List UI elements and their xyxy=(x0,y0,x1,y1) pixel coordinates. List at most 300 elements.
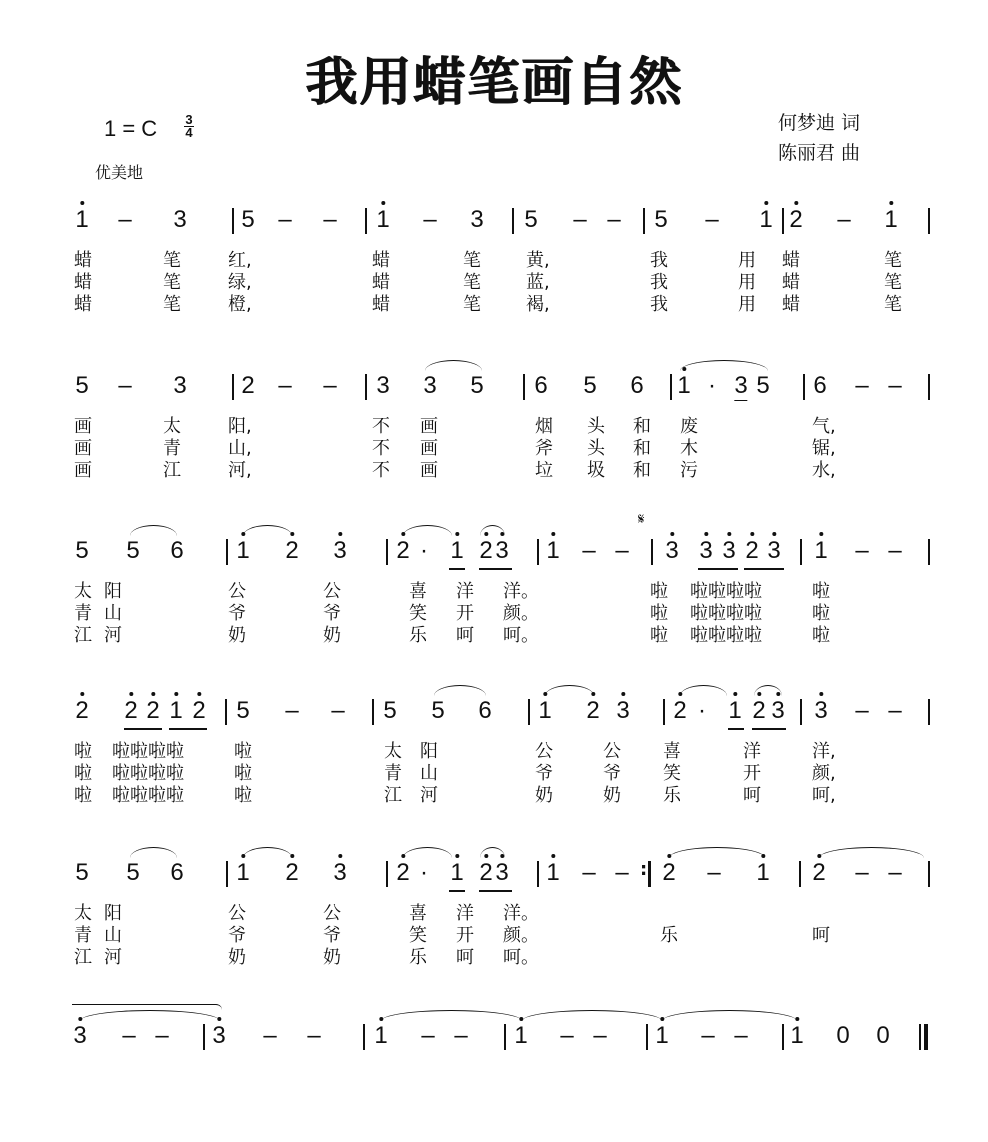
score-system xyxy=(0,859,988,979)
lyric-syllable: 画 xyxy=(74,438,92,459)
slur-arc xyxy=(680,360,768,371)
lyric-syllable: 蜡 xyxy=(74,294,92,315)
lyric-syllable: 奶 xyxy=(323,947,341,968)
barline xyxy=(528,699,530,725)
note-value: 2 xyxy=(146,697,160,724)
note-value: 1 xyxy=(374,1022,388,1049)
barline xyxy=(928,208,930,234)
lyric-syllable: 太 xyxy=(74,903,92,924)
lyric-syllable: 笑 xyxy=(663,763,681,784)
lyric-syllable: 蜡 xyxy=(74,250,92,271)
octave-up-dot xyxy=(750,532,754,536)
lyric-syllable: 啦 xyxy=(650,581,668,602)
slur-arc xyxy=(680,685,727,696)
barline xyxy=(537,861,539,887)
note-value: 5 xyxy=(383,697,397,724)
lyric-syllable: 我 xyxy=(650,272,668,293)
octave-up-dot xyxy=(772,532,776,536)
note-value: 0 xyxy=(876,1022,890,1049)
note-value: – xyxy=(707,859,721,886)
sustain-dash xyxy=(421,1022,434,1050)
lyric-syllable: 洋 xyxy=(456,581,474,602)
sustain-dash xyxy=(615,537,628,565)
note-value: 5 xyxy=(756,372,770,399)
note xyxy=(673,697,686,725)
octave-up-dot xyxy=(338,854,342,858)
octave-up-dot xyxy=(551,532,555,536)
note-value: 1 xyxy=(538,697,552,724)
octave-up-dot xyxy=(455,854,459,858)
octave-up-dot xyxy=(670,532,674,536)
sustain-dash xyxy=(582,537,595,565)
note-value: – xyxy=(593,1022,607,1049)
lyric-syllable: 用 xyxy=(738,250,756,271)
lyric-syllable: 笑 xyxy=(409,925,427,946)
note xyxy=(745,537,758,565)
lyric-syllable: 山 xyxy=(104,603,122,624)
sustain-dash xyxy=(285,697,298,725)
note xyxy=(75,859,88,887)
note-value: 5 xyxy=(470,372,484,399)
lyric-syllable: 笔 xyxy=(463,294,481,315)
octave-up-dot xyxy=(704,532,708,536)
lyric-syllable: 爷 xyxy=(323,925,341,946)
key-signature: 1 = C xyxy=(104,116,158,141)
barline xyxy=(928,539,930,565)
note-value: 1 xyxy=(236,537,250,564)
lyric-syllable: 蜡 xyxy=(372,250,390,271)
note-value: 1 xyxy=(169,697,183,724)
lyric-syllable: 蜡 xyxy=(372,272,390,293)
note-value: 2 xyxy=(396,537,410,564)
note-value: · xyxy=(698,697,706,724)
note-value: – xyxy=(888,372,902,399)
note xyxy=(450,537,463,565)
lyric-syllable: 阳, xyxy=(228,416,252,437)
lyric-syllable: 画 xyxy=(74,416,92,437)
song-title: 我用蜡笔画自然 xyxy=(304,53,683,113)
lyric-syllable: 青 xyxy=(74,925,92,946)
note-value: – xyxy=(582,537,596,564)
note xyxy=(146,697,159,725)
note-value: 3 xyxy=(767,537,781,564)
sustain-dash xyxy=(888,859,901,887)
note-value: 2 xyxy=(745,537,759,564)
note-value: – xyxy=(701,1022,715,1049)
note xyxy=(665,537,678,565)
note xyxy=(75,697,88,725)
lyric-syllable: 河 xyxy=(420,785,438,806)
lyric-syllable: 我 xyxy=(650,250,668,271)
lyric-syllable: 红, xyxy=(228,250,252,271)
note-value: – xyxy=(278,372,292,399)
rhythm-underline xyxy=(744,568,784,570)
note-value: 1 xyxy=(814,537,828,564)
barline xyxy=(226,861,228,887)
lyric-syllable: 褐, xyxy=(526,294,550,315)
note xyxy=(655,1022,668,1050)
repeat-end-barline xyxy=(648,861,651,887)
note-value: 3 xyxy=(699,537,713,564)
note xyxy=(170,859,183,887)
octave-up-dot xyxy=(794,201,798,205)
note xyxy=(478,697,491,725)
lyric-syllable: 喜 xyxy=(409,903,427,924)
lyric-syllable: 水, xyxy=(812,460,836,481)
lyric-syllable: 太 xyxy=(384,741,402,762)
sustain-dash xyxy=(118,206,131,234)
note xyxy=(376,372,389,400)
note-value: 3 xyxy=(814,697,828,724)
octave-up-dot xyxy=(197,692,201,696)
lyric-syllable: 笔 xyxy=(463,250,481,271)
note xyxy=(790,1022,803,1050)
barline xyxy=(928,374,930,400)
score-system xyxy=(0,372,988,492)
note-value: 1 xyxy=(376,206,390,233)
note-value: 1 xyxy=(546,859,560,886)
note-value: 2 xyxy=(752,697,766,724)
note xyxy=(677,372,690,400)
note xyxy=(285,859,298,887)
sustain-dash xyxy=(888,697,901,725)
note xyxy=(630,372,643,400)
slur-arc xyxy=(243,847,292,858)
lyric-syllable: 啦啦啦啦 xyxy=(690,603,762,624)
sustain-dash xyxy=(734,1022,747,1050)
note-value: 1 xyxy=(677,372,691,399)
sustain-dash xyxy=(855,537,868,565)
note-value: – xyxy=(855,537,869,564)
barline xyxy=(203,1024,205,1050)
lyric-syllable: 蜡 xyxy=(782,272,800,293)
lyric-syllable: 蜡 xyxy=(74,272,92,293)
note-value: 3 xyxy=(73,1022,87,1049)
note-value: · xyxy=(420,859,428,886)
lyric-syllable: 阳 xyxy=(104,581,122,602)
note xyxy=(728,697,741,725)
lyric-syllable: 我 xyxy=(650,294,668,315)
note-value: – xyxy=(855,372,869,399)
note-value: 2 xyxy=(479,859,493,886)
lyric-syllable: 江 xyxy=(163,460,181,481)
note-value: 3 xyxy=(333,537,347,564)
octave-up-dot xyxy=(733,692,737,696)
slur-arc xyxy=(754,685,782,696)
lyric-syllable: 太 xyxy=(163,416,181,437)
note-value: 5 xyxy=(524,206,538,233)
lyric-syllable: 喜 xyxy=(409,581,427,602)
note xyxy=(876,1022,889,1050)
note xyxy=(654,206,667,234)
note xyxy=(396,537,409,565)
note-value: 1 xyxy=(884,206,898,233)
composer-credit: 陈丽君 曲 xyxy=(778,142,861,164)
note-value: 3 xyxy=(173,372,187,399)
lyric-syllable: 画 xyxy=(420,438,438,459)
note-value: – xyxy=(888,697,902,724)
note xyxy=(771,697,784,725)
note-value: 3 xyxy=(423,372,437,399)
note-value: – xyxy=(615,859,629,886)
note-value: 2 xyxy=(479,537,493,564)
lyric-syllable: 洋。 xyxy=(503,903,539,924)
note-value: – xyxy=(421,1022,435,1049)
sustain-dash xyxy=(607,206,620,234)
lyric-syllable: 公 xyxy=(323,903,341,924)
sustain-dash xyxy=(701,1022,714,1050)
note xyxy=(767,537,780,565)
note-value: – xyxy=(323,206,337,233)
octave-up-dot xyxy=(174,692,178,696)
note-value: 1 xyxy=(759,206,773,233)
note xyxy=(616,697,629,725)
lyric-syllable: 奶 xyxy=(228,947,246,968)
note xyxy=(236,537,249,565)
sustain-dash xyxy=(122,1022,135,1050)
barline xyxy=(651,539,653,565)
note-value: – xyxy=(118,206,132,233)
note-value: 1 xyxy=(450,859,464,886)
note-value: 3 xyxy=(173,206,187,233)
barline xyxy=(670,374,672,400)
note-value: 6 xyxy=(813,372,827,399)
note xyxy=(75,372,88,400)
note-value: 6 xyxy=(534,372,548,399)
note-value: 2 xyxy=(285,537,299,564)
note xyxy=(126,537,139,565)
lyric-syllable: 乐 xyxy=(663,785,681,806)
note xyxy=(479,859,492,887)
note xyxy=(756,859,769,887)
note-value: 2 xyxy=(662,859,676,886)
note xyxy=(479,537,492,565)
sustain-dash xyxy=(118,372,131,400)
lyric-syllable: 奶 xyxy=(603,785,621,806)
barline xyxy=(512,208,514,234)
note xyxy=(699,537,712,565)
barline xyxy=(386,539,388,565)
lyric-syllable: 公 xyxy=(603,741,621,762)
lyric-syllable: 青 xyxy=(74,603,92,624)
note-value: 6 xyxy=(630,372,644,399)
note-value: – xyxy=(705,206,719,233)
note-value: 3 xyxy=(212,1022,226,1049)
octave-up-dot xyxy=(889,201,893,205)
note xyxy=(814,697,827,725)
barline xyxy=(643,208,645,234)
octave-up-dot xyxy=(819,532,823,536)
lyric-syllable: 江 xyxy=(74,625,92,646)
lyric-syllable: 啦啦啦啦 xyxy=(112,785,184,806)
note-value: – xyxy=(888,859,902,886)
lyric-syllable: 啦 xyxy=(650,625,668,646)
lyric-syllable: 江 xyxy=(74,947,92,968)
lyric-syllable: 呵 xyxy=(456,625,474,646)
rhythm-underline xyxy=(169,728,207,730)
lyric-syllable: 乐 xyxy=(660,925,678,946)
slur-arc xyxy=(381,1010,522,1021)
barline xyxy=(225,699,227,725)
lyric-syllable: 啦 xyxy=(812,603,830,624)
lyric-syllable: 公 xyxy=(535,741,553,762)
note xyxy=(450,859,463,887)
lyric-syllable: 啦啦啦啦 xyxy=(690,625,762,646)
note-value: 5 xyxy=(75,372,89,399)
note xyxy=(470,206,483,234)
note xyxy=(173,372,186,400)
note xyxy=(126,859,139,887)
lyric-syllable: 洋 xyxy=(456,903,474,924)
octave-up-dot xyxy=(455,532,459,536)
note-value: 5 xyxy=(583,372,597,399)
note xyxy=(241,372,254,400)
rhythm-underline xyxy=(449,568,465,570)
lyric-syllable: 啦啦啦啦 xyxy=(690,581,762,602)
note xyxy=(212,1022,225,1050)
barline xyxy=(646,1024,648,1050)
octave-up-dot xyxy=(338,532,342,536)
score-system xyxy=(0,206,988,326)
note-value: 5 xyxy=(75,859,89,886)
lyric-syllable: 头 xyxy=(587,438,605,459)
note-value: – xyxy=(155,1022,169,1049)
barline xyxy=(386,861,388,887)
note-value: – xyxy=(582,859,596,886)
lyric-syllable: 笔 xyxy=(163,294,181,315)
lyric-syllable: 公 xyxy=(323,581,341,602)
sustain-dash xyxy=(560,1022,573,1050)
lyric-syllable: 呵。 xyxy=(503,947,539,968)
lyric-syllable: 用 xyxy=(738,272,756,293)
note-value: – xyxy=(560,1022,574,1049)
note-value: 3 xyxy=(722,537,736,564)
lyric-syllable: 呵 xyxy=(812,925,830,946)
lyric-syllable: 爷 xyxy=(535,763,553,784)
note xyxy=(495,859,508,887)
lyric-syllable: 笔 xyxy=(463,272,481,293)
rhythm-underline xyxy=(479,568,512,570)
rhythm-underline xyxy=(479,890,512,892)
sustain-dash xyxy=(323,372,336,400)
lyric-syllable: 笔 xyxy=(884,250,902,271)
barline xyxy=(800,699,802,725)
lyric-syllable: 开 xyxy=(743,763,761,784)
note-value: 6 xyxy=(170,859,184,886)
note-value: 0 xyxy=(836,1022,850,1049)
note-value: – xyxy=(615,537,629,564)
note xyxy=(333,537,346,565)
lyric-syllable: 黄, xyxy=(526,250,550,271)
lyric-syllable: 山 xyxy=(104,925,122,946)
lyric-syllable: 圾 xyxy=(587,460,605,481)
lyric-syllable: 江 xyxy=(384,785,402,806)
score-system xyxy=(0,1022,988,1142)
lyric-syllable: 气, xyxy=(812,416,836,437)
lyric-syllable: 洋, xyxy=(812,741,836,762)
lyric-syllable: 啦 xyxy=(234,741,252,762)
note xyxy=(169,697,182,725)
lyric-syllable: 呵。 xyxy=(503,625,539,646)
note xyxy=(173,206,186,234)
lyric-syllable: 橙, xyxy=(228,294,252,315)
note xyxy=(789,206,802,234)
note-value: 1 xyxy=(756,859,770,886)
lyric-syllable: 蓝, xyxy=(526,272,550,293)
lyric-syllable: 山, xyxy=(228,438,252,459)
lyric-syllable: 啦 xyxy=(234,785,252,806)
sustain-dash xyxy=(582,859,595,887)
note-value: 2 xyxy=(812,859,826,886)
barline xyxy=(365,374,367,400)
note xyxy=(752,697,765,725)
note-value: – xyxy=(331,697,345,724)
lyricist-credit: 何梦迪 词 xyxy=(778,112,861,134)
lyric-syllable: 爷 xyxy=(323,603,341,624)
note-value: 1 xyxy=(790,1022,804,1049)
lyric-syllable: 颜。 xyxy=(503,603,539,624)
octave-up-dot xyxy=(727,532,731,536)
note-value: – xyxy=(734,1022,748,1049)
slur-arc xyxy=(522,1010,662,1021)
slur-arc xyxy=(662,1010,797,1021)
dotted-rhythm xyxy=(420,859,428,887)
sustain-dash xyxy=(155,1022,168,1050)
octave-up-dot xyxy=(621,692,625,696)
lyric-syllable: 啦 xyxy=(74,763,92,784)
barline xyxy=(363,1024,365,1050)
barline xyxy=(523,374,525,400)
lyric-syllable: 乐 xyxy=(409,947,427,968)
slur-arc xyxy=(434,685,486,696)
sustain-dash xyxy=(888,537,901,565)
lyric-syllable: 画 xyxy=(74,460,92,481)
note xyxy=(241,206,254,234)
sustain-dash xyxy=(837,206,850,234)
lyric-syllable: 阳 xyxy=(420,741,438,762)
slur-arc xyxy=(243,525,292,536)
dotted-rhythm xyxy=(708,372,716,400)
lyric-syllable: 开 xyxy=(456,603,474,624)
barline xyxy=(372,699,374,725)
slur-arc xyxy=(130,525,177,536)
note-value: 3 xyxy=(495,537,509,564)
lyric-syllable: 奶 xyxy=(323,625,341,646)
lyric-syllable: 绿, xyxy=(228,272,252,293)
note-value: 3 xyxy=(771,697,785,724)
note xyxy=(75,206,88,234)
note-value: – xyxy=(307,1022,321,1049)
note-value: 3 xyxy=(333,859,347,886)
note-value: 2 xyxy=(396,859,410,886)
note xyxy=(333,859,346,887)
lyric-syllable: 笔 xyxy=(163,250,181,271)
lyric-syllable: 爷 xyxy=(228,925,246,946)
barline xyxy=(782,208,784,234)
lyric-syllable: 啦啦啦啦 xyxy=(112,741,184,762)
note-value: – xyxy=(454,1022,468,1049)
note-value: 5 xyxy=(126,859,140,886)
lyric-syllable: 青 xyxy=(384,763,402,784)
lyric-syllable: 开 xyxy=(456,925,474,946)
lyric-syllable: 喜 xyxy=(663,741,681,762)
lyric-syllable: 啦 xyxy=(812,625,830,646)
note xyxy=(524,206,537,234)
note xyxy=(813,372,826,400)
note-value: 5 xyxy=(126,537,140,564)
lyric-syllable: 蜡 xyxy=(782,294,800,315)
note-value: 2 xyxy=(789,206,803,233)
